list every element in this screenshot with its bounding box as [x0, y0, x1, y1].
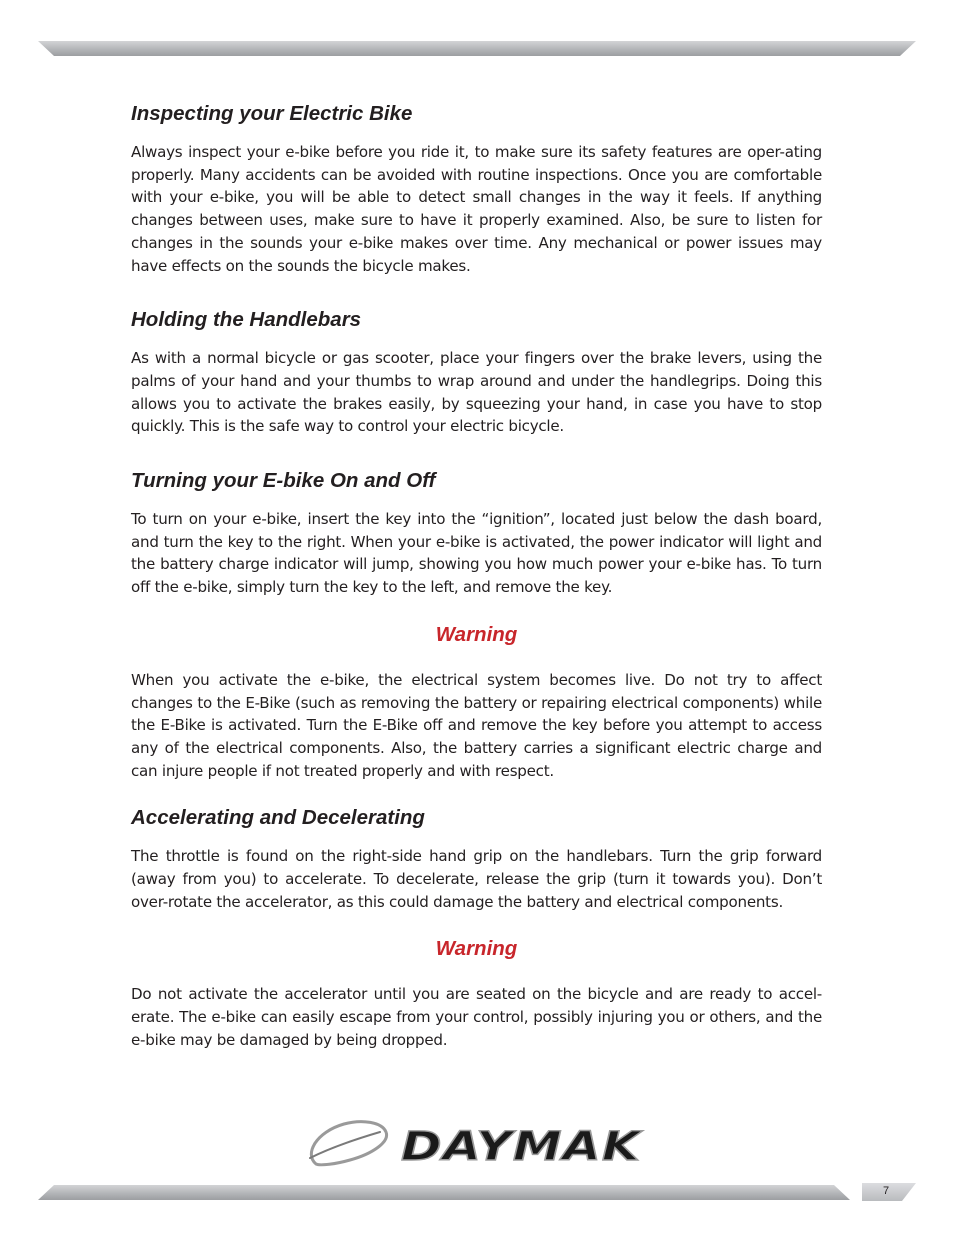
warning-heading-accelerator: Warning [435, 937, 518, 961]
section-body-inspecting: Always inspect your e-bike before you ride it, to make sure its safety features are oper-ating properly. Many accidents can be avoided with routine inspections. Once you are comfortable with your e-bike, you will be able to detect small changes in the way it feels. If anything changes between uses, make sure to have it properly examined. Also, be sure to listen for changes in the sounds your e-bike makes over time. Any mechanical or power issues may have effects on the sounds the bicycle makes. [131, 143, 822, 275]
section-body-turning-on-off: To turn on your e-bike, insert the key into the “ignition”, located just below the dash board, and turn the key to the right. When your e-bike is activated, the power indicator will light and the battery charge indicator will jump, showing you how much power your e-bike has. To turn off the e-bike, simply turn the key to the left, and remove the key. [131, 510, 822, 597]
footer-bar [38, 1185, 850, 1200]
warning-body-electrical: When you activate the e-bike, the electrical system becomes live. Do not try to affect changes to the E-Bike (such as removing the battery or repairing electrical components) while the E-Bike is activated. Turn the E-Bike off and remove the key before you attempt to access any of the electrical components. Also, the battery carries a significant electric charge and can injure people if not treated properly and with respect. [131, 670, 822, 780]
section-heading-accelerating: Accelerating and Decelerating [131, 806, 425, 830]
section-heading-handlebars: Holding the Handlebars [131, 308, 362, 332]
section-heading-inspecting: Inspecting your Electric Bike [131, 102, 413, 125]
page-content [131, 100, 822, 1052]
header-bar [38, 41, 916, 56]
section-body-accelerating: The throttle is found on the right-side hand grip on the handlebars. Turn the grip forward (away from you) to accelerate. To decelerate, release the grip (turn it towards you). Don’t over-rotate the accelerator, as this could damage the battery and electrical components. [131, 847, 822, 911]
daymak-logo [306, 1114, 648, 1168]
warning-body-accelerator: Do not activate the accelerator until you are seated on the bicycle and are ready to accel-erate. The e-bike can easily escape from your control, possibly injuring you or others, and the e-bike may be damaged by being dropped. [131, 985, 822, 1049]
logo-wordmark: DAYMAK [401, 1124, 644, 1168]
section-body-handlebars: As with a normal bicycle or gas scooter, place your fingers over the brake levers, using the palms of your hand and your thumbs to wrap around and under the handlegrips. Doing this allows you to activate the brakes easily, by squeezing your hand, in case you have to stop quickly. This is the safe way to control your electric bicycle. [131, 349, 822, 436]
section-heading-turning-on-off: Turning your E-bike On and Off [131, 469, 436, 493]
warning-heading-electrical: Warning [435, 622, 518, 646]
page-number: 7 [882, 1185, 890, 1197]
